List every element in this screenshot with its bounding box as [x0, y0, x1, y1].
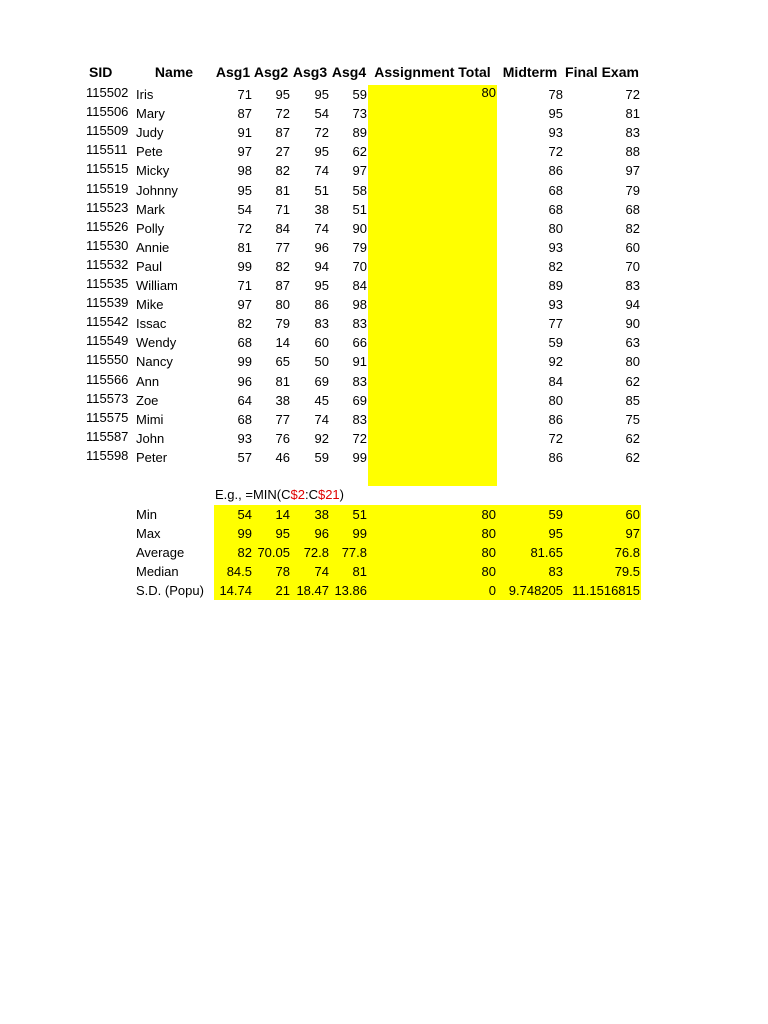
cell-asg4: 62 — [352, 144, 367, 160]
cell-asg4: 72 — [352, 430, 367, 446]
cell-asg1: 64 — [237, 392, 252, 408]
cell-name: William — [136, 278, 178, 293]
header-name: Name — [154, 64, 194, 80]
cell-asg4: 97 — [352, 163, 367, 179]
cell-asg2: 65 — [275, 354, 290, 370]
stat-midterm: 9.748205 — [508, 583, 563, 598]
stat-asg3: 96 — [314, 526, 329, 541]
cell-name: Zoe — [136, 392, 159, 408]
cell-sid: 115542 — [86, 314, 129, 330]
stat-assignment-total: 80 — [481, 564, 496, 579]
cell-asg3: 74 — [314, 220, 329, 236]
stat-midterm: 83 — [548, 564, 563, 579]
cell-name: John — [136, 430, 165, 446]
cell-sid: 115539 — [86, 295, 129, 311]
cell-midterm: 72 — [548, 144, 563, 160]
stat-asg4: 51 — [352, 507, 367, 522]
cell-final-exam: 83 — [625, 278, 640, 293]
cell-midterm: 72 — [548, 430, 563, 446]
cell-name: Mike — [136, 297, 164, 313]
stat-asg1: 54 — [237, 507, 252, 522]
cell-sid: 115598 — [86, 447, 129, 463]
cell-asg4: 83 — [352, 411, 367, 427]
stat-label: Max — [136, 526, 161, 541]
cell-sid: 115566 — [86, 371, 129, 387]
cell-sid: 115532 — [86, 256, 129, 272]
cell-asg4: 69 — [352, 392, 367, 408]
cell-name: Paul — [136, 258, 163, 274]
cell-final-exam: 68 — [625, 201, 640, 217]
cell-asg1: 72 — [237, 220, 252, 236]
cell-final-exam: 60 — [625, 239, 640, 255]
stat-assignment-total: 80 — [481, 526, 496, 541]
cell-asg4: 59 — [352, 87, 367, 102]
cell-midterm: 93 — [548, 297, 563, 313]
cell-asg2: 38 — [275, 392, 290, 408]
cell-name: Pete — [136, 144, 163, 160]
formula-colon: :C — [304, 487, 318, 502]
cell-asg1: 99 — [237, 354, 252, 370]
stat-final-exam: 97 — [625, 526, 640, 541]
cell-sid: 115575 — [86, 409, 129, 425]
cell-asg1: 81 — [237, 239, 252, 255]
cell-asg1: 71 — [237, 278, 252, 293]
cell-asg1: 96 — [237, 373, 252, 389]
cell-asg4: 79 — [352, 239, 367, 255]
cell-name: Judy — [136, 125, 164, 141]
cell-midterm: 68 — [548, 182, 563, 198]
stat-label: Min — [136, 507, 157, 522]
cell-asg2: 46 — [275, 449, 290, 465]
cell-name: Issac — [136, 316, 167, 332]
cell-sid: 115587 — [86, 428, 129, 444]
cell-sid: 115535 — [86, 276, 129, 291]
cell-final-exam: 70 — [625, 258, 640, 274]
stat-asg1: 99 — [237, 526, 252, 541]
cell-asg3: 86 — [314, 297, 329, 313]
cell-midterm: 86 — [548, 163, 563, 179]
cell-asg2: 72 — [275, 106, 290, 122]
cell-name: Nancy — [136, 354, 173, 370]
cell-asg4: 89 — [352, 125, 367, 141]
formula-ref-end: $21 — [317, 487, 340, 502]
cell-asg4: 91 — [352, 354, 367, 370]
cell-asg4: 51 — [352, 201, 367, 217]
stat-label: S.D. (Popu) — [136, 583, 204, 598]
cell-asg2: 87 — [275, 125, 290, 141]
cell-asg1: 91 — [237, 125, 252, 141]
cell-asg2: 95 — [275, 87, 290, 102]
cell-asg4: 70 — [352, 258, 367, 274]
cell-asg3: 59 — [314, 449, 329, 465]
cell-asg1: 95 — [237, 182, 252, 198]
stat-midterm: 81.65 — [530, 545, 563, 560]
cell-name: Wendy — [136, 335, 177, 351]
cell-final-exam: 62 — [625, 430, 640, 446]
cell-name: Johnny — [136, 182, 178, 198]
cell-asg1: 68 — [237, 411, 252, 427]
cell-asg3: 96 — [314, 239, 329, 255]
cell-final-exam: 80 — [625, 354, 640, 370]
cell-final-exam: 94 — [625, 297, 640, 313]
cell-asg3: 69 — [314, 373, 329, 389]
cell-asg4: 84 — [352, 278, 367, 293]
formula-prefix: E.g., =MIN(C — [215, 487, 291, 502]
cell-asg3: 51 — [314, 182, 329, 198]
cell-final-exam: 62 — [625, 373, 640, 389]
cell-sid: 115549 — [86, 333, 129, 349]
stat-asg1: 84.5 — [226, 564, 252, 579]
cell-sid: 115511 — [86, 142, 128, 158]
stat-asg4: 99 — [352, 526, 367, 541]
cell-final-exam: 75 — [625, 411, 640, 427]
stat-asg3: 38 — [314, 507, 329, 522]
cell-asg3: 95 — [314, 87, 329, 102]
stat-midterm: 59 — [548, 507, 563, 522]
cell-asg1: 57 — [237, 449, 252, 465]
stat-asg1: 82 — [237, 545, 252, 560]
cell-name: Ann — [136, 373, 160, 389]
stat-asg3: 72.8 — [303, 545, 329, 560]
cell-asg3: 74 — [314, 411, 329, 427]
stat-asg4: 77.8 — [341, 545, 367, 560]
cell-asg3: 38 — [314, 201, 329, 217]
cell-name: Polly — [136, 220, 165, 236]
cell-midterm: 82 — [548, 258, 563, 274]
cell-asg1: 87 — [237, 106, 252, 122]
cell-midterm: 84 — [548, 373, 563, 389]
stat-final-exam: 79.5 — [614, 564, 640, 579]
cell-final-exam: 90 — [625, 316, 640, 332]
cell-asg1: 97 — [237, 297, 252, 313]
stat-label: Median — [136, 564, 179, 579]
cell-asg2: 82 — [275, 163, 290, 179]
stat-assignment-total: 80 — [481, 507, 496, 522]
cell-final-exam: 81 — [625, 106, 640, 122]
cell-midterm: 92 — [548, 354, 563, 370]
stat-label: Average — [136, 545, 185, 560]
stat-assignment-total: 80 — [481, 545, 496, 560]
header-sid: SID — [89, 64, 113, 80]
cell-midterm: 95 — [548, 106, 563, 122]
cell-final-exam: 83 — [625, 125, 640, 141]
stat-assignment-total: 0 — [488, 583, 496, 598]
stat-asg4: 13.86 — [334, 583, 367, 598]
cell-midterm: 78 — [548, 87, 563, 102]
cell-sid: 115506 — [86, 104, 129, 120]
stat-asg2: 70.05 — [257, 545, 290, 560]
cell-name: Mimi — [136, 411, 164, 427]
cell-asg2: 27 — [275, 144, 290, 160]
cell-asg1: 82 — [237, 316, 252, 332]
cell-asg1: 71 — [237, 87, 252, 102]
cell-final-exam: 62 — [625, 449, 640, 465]
formula-hint — [215, 485, 415, 504]
assignment-total-highlight — [368, 85, 497, 486]
cell-final-exam: 63 — [625, 335, 640, 351]
cell-midterm: 93 — [548, 125, 563, 141]
cell-midterm: 80 — [548, 392, 563, 408]
cell-asg2: 77 — [275, 411, 290, 427]
cell-name: Peter — [136, 449, 168, 465]
stat-final-exam: 60 — [625, 507, 640, 522]
cell-asg4: 83 — [352, 316, 367, 332]
header-asg1: Asg1 — [215, 64, 251, 80]
stat-asg3: 18.47 — [296, 583, 329, 598]
cell-asg3: 54 — [314, 106, 329, 122]
stat-final-exam: 76.8 — [614, 545, 640, 560]
cell-asg2: 82 — [275, 258, 290, 274]
formula-suffix: ) — [339, 487, 345, 502]
cell-sid: 115502 — [86, 85, 129, 100]
formula-ref-start: $2 — [290, 487, 305, 502]
cell-asg4: 83 — [352, 373, 367, 389]
cell-asg2: 76 — [275, 430, 290, 446]
cell-name: Micky — [136, 163, 170, 179]
cell-asg3: 94 — [314, 258, 329, 274]
cell-sid: 115509 — [86, 123, 129, 139]
cell-sid: 115523 — [86, 199, 129, 215]
stat-asg2: 21 — [275, 583, 290, 598]
cell-midterm: 77 — [548, 316, 563, 332]
cell-asg3: 72 — [314, 125, 329, 141]
cell-asg4: 58 — [352, 182, 367, 198]
cell-asg4: 99 — [352, 449, 367, 465]
cell-asg1: 54 — [237, 201, 252, 217]
cell-asg3: 50 — [314, 354, 329, 370]
stat-asg4: 81 — [352, 564, 367, 579]
cell-asg1: 93 — [237, 430, 252, 446]
cell-asg1: 99 — [237, 258, 252, 274]
cell-asg2: 87 — [275, 278, 290, 293]
cell-sid: 115519 — [86, 180, 129, 196]
cell-asg4: 66 — [352, 335, 367, 351]
cell-asg4: 98 — [352, 297, 367, 313]
cell-final-exam: 72 — [625, 87, 640, 102]
cell-final-exam: 82 — [625, 220, 640, 236]
cell-final-exam: 79 — [625, 182, 640, 198]
stat-midterm: 95 — [548, 526, 563, 541]
cell-asg2: 80 — [275, 297, 290, 313]
cell-asg2: 79 — [275, 316, 290, 332]
stat-asg2: 14 — [275, 507, 290, 522]
cell-assignment-total: 80 — [481, 85, 496, 100]
stat-asg2: 78 — [275, 564, 290, 579]
header-asg4: Asg4 — [331, 64, 367, 80]
cell-midterm: 89 — [548, 278, 563, 293]
cell-midterm: 86 — [548, 449, 563, 465]
cell-sid: 115550 — [86, 352, 129, 368]
header-final-exam: Final Exam — [565, 64, 639, 80]
cell-midterm: 68 — [548, 201, 563, 217]
cell-asg3: 92 — [314, 430, 329, 446]
cell-final-exam: 97 — [625, 163, 640, 179]
cell-name: Annie — [136, 239, 170, 255]
cell-asg2: 14 — [275, 335, 290, 351]
cell-midterm: 93 — [548, 239, 563, 255]
cell-asg2: 81 — [275, 182, 290, 198]
cell-final-exam: 85 — [625, 392, 640, 408]
cell-name: Mary — [136, 106, 165, 122]
cell-asg3: 83 — [314, 316, 329, 332]
stat-asg1: 14.74 — [219, 583, 252, 598]
stat-asg3: 74 — [314, 564, 329, 579]
cell-final-exam: 88 — [625, 144, 640, 160]
cell-name: Iris — [136, 87, 154, 102]
cell-asg1: 98 — [237, 163, 252, 179]
cell-asg2: 71 — [275, 201, 290, 217]
stat-final-exam: 11.1516815 — [572, 583, 640, 598]
cell-sid: 115515 — [86, 161, 129, 177]
cell-asg2: 84 — [275, 220, 290, 236]
cell-sid: 115526 — [86, 218, 129, 234]
cell-asg1: 97 — [237, 144, 252, 160]
cell-asg1: 68 — [237, 335, 252, 351]
header-assignment-total: Assignment Total — [374, 64, 491, 80]
cell-midterm: 80 — [548, 220, 563, 236]
cell-asg2: 77 — [275, 239, 290, 255]
cell-asg3: 45 — [314, 392, 329, 408]
cell-name: Mark — [136, 201, 165, 217]
header-asg3: Asg3 — [292, 64, 328, 80]
cell-asg3: 95 — [314, 278, 329, 293]
cell-midterm: 86 — [548, 411, 563, 427]
stat-asg2: 95 — [275, 526, 290, 541]
cell-asg3: 60 — [314, 335, 329, 351]
cell-asg4: 90 — [352, 220, 367, 236]
cell-midterm: 59 — [548, 335, 563, 351]
cell-asg2: 81 — [275, 373, 290, 389]
cell-asg3: 95 — [314, 144, 329, 160]
header-asg2: Asg2 — [253, 64, 289, 80]
cell-asg4: 73 — [352, 106, 367, 122]
cell-asg3: 74 — [314, 163, 329, 179]
cell-sid: 115573 — [86, 390, 129, 406]
cell-sid: 115530 — [86, 237, 129, 253]
header-midterm: Midterm — [502, 64, 558, 80]
